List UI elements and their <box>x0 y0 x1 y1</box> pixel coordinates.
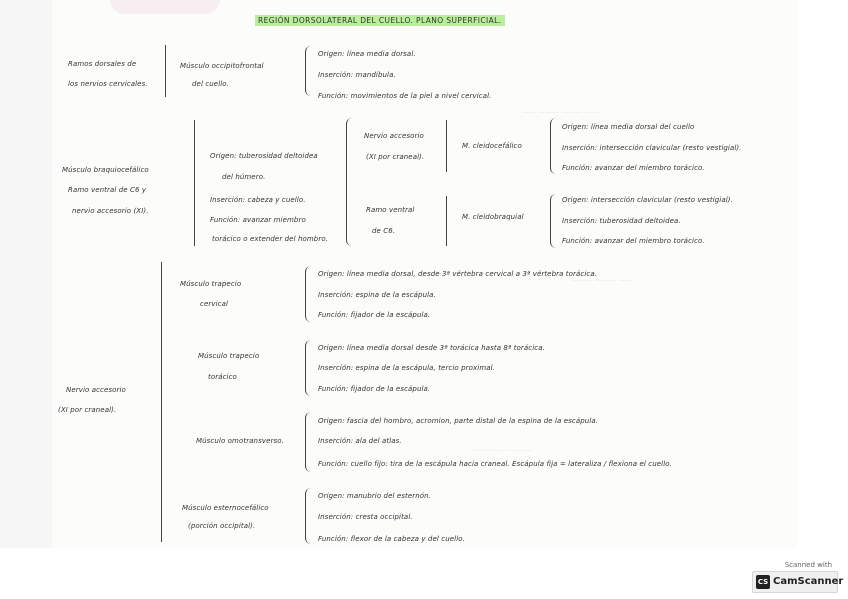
sec3-m2-line1: Músculo trapecio <box>198 352 260 360</box>
sec2-brace <box>346 118 353 246</box>
sec2-a-function: Función: avanzar del miembro torácico. <box>562 164 705 172</box>
sec1-divider <box>165 45 166 97</box>
camscanner-watermark <box>752 561 844 593</box>
sec3-m4-line2: (porción occipital). <box>188 522 256 530</box>
sec2-divider <box>194 120 195 246</box>
sec3-m1-line1: Músculo trapecio <box>180 280 242 288</box>
sec3-m1-line2: cervical <box>200 300 229 308</box>
sec3-m4-line1: Músculo esternocefálico <box>182 504 269 512</box>
sec3-m2-line2: torácico <box>208 373 237 381</box>
sec1-origin: Origen: línea media dorsal. <box>318 50 416 58</box>
camscanner-icon: CS <box>756 575 770 589</box>
sec1-muscle-line1: Músculo occipitofrontal <box>180 62 264 70</box>
sec1-brace <box>305 46 312 96</box>
sec3-m1-function: Función: fijador de la escápula. <box>318 311 431 319</box>
sec3-m3-origin: Origen: fascia del hombro, acromion, parte distal de la espina de la escápula. <box>318 417 599 425</box>
sec2-nerve-a-line2: (XI por craneal). <box>366 153 425 161</box>
bottom-margin <box>0 548 848 599</box>
sec2-nerve-b-line2: de C6. <box>372 227 396 235</box>
sec2-brace-a <box>550 118 557 174</box>
sec3-m3-function: Función: cuello fijo: tira de la escápula hacia craneal. Escápula fija = lateraliza / flexiona el cuello. <box>318 460 672 468</box>
sec2-left-line1: Músculo braquiocefálico <box>62 166 149 174</box>
sec3-m4-function: Función: flexor de la cabeza y del cuello. <box>318 535 465 543</box>
sec2-muscle-b: M. cleidobraquial <box>462 213 524 221</box>
sec2-nerve-a-line1: Nervio accesorio <box>364 132 424 140</box>
sec3-m4-insertion: Inserción: cresta occipital. <box>318 513 413 521</box>
sec2-origin-line2: del húmero. <box>222 173 266 181</box>
page-shadow <box>0 0 52 548</box>
sec3-m3-insertion: Inserción: ala del atlas. <box>318 437 402 445</box>
sec2-a-origin: Origen: línea media dorsal del cuello <box>562 123 695 131</box>
sec3-m3: Músculo omotransverso. <box>196 437 284 445</box>
sec2-b-origin: Origen: intersección clavicular (resto vestigial). <box>562 196 733 204</box>
page-title: REGIÓN DORSOLATERAL DEL CUELLO. PLANO SUPERFICIAL. <box>255 15 505 26</box>
sec2-nerve-b-line1: Ramo ventral <box>366 206 415 214</box>
sec1-function: Función: movimientos de la piel a nivel cervical. <box>318 92 492 100</box>
sec2-divider-a <box>446 120 447 172</box>
sec3-nerve-line1: Nervio accesorio <box>66 386 126 394</box>
sec2-b-function: Función: avanzar del miembro torácico. <box>562 237 705 245</box>
sec1-nerve-line2: los nervios cervicales. <box>68 80 148 88</box>
sec3-m2-origin: Origen: línea media dorsal desde 3ª torácica hasta 8ª torácica. <box>318 344 545 352</box>
pink-smudge <box>110 0 220 14</box>
sec3-m1-brace <box>305 266 312 322</box>
sec3-m2-insertion: Inserción: espina de la escápula, tercio proximal. <box>318 364 496 372</box>
sec2-muscle-a: M. cleidocefálico <box>462 142 522 150</box>
sec3-m3-brace <box>305 412 312 472</box>
sec3-m1-insertion: Inserción: espina de la escápula. <box>318 291 436 299</box>
sec3-m2-function: Función: fijador de la escápula. <box>318 385 431 393</box>
sec3-m1-origin: Origen: línea media dorsal, desde 3ª vértebra cervical a 3ª vértebra torácica. <box>318 270 598 278</box>
sec3-m4-origin: Origen: manubrio del esternón. <box>318 492 432 500</box>
sec2-a-insertion: Inserción: intersección clavicular (resto vestigial). <box>562 144 742 152</box>
sec1-nerve-line1: Ramos dorsales de <box>68 60 137 68</box>
sec2-brace-b <box>550 194 557 248</box>
sec2-function-line2: torácico o extender del hombro. <box>212 235 329 243</box>
sec2-insertion: Inserción: cabeza y cuello. <box>210 196 306 204</box>
sec3-nerve-line2: (XI por craneal). <box>58 406 117 414</box>
sec3-divider <box>161 262 162 542</box>
watermark-brand: CamScanner <box>773 576 844 587</box>
sec2-origin-line1: Origen: tuberosidad deltoidea <box>210 152 318 160</box>
sec1-insertion: Inserción: mandíbula. <box>318 71 396 79</box>
paper-sheet: —— ——— ——— —— ——— ——— —— —— ——— ——— <box>52 0 797 548</box>
camscanner-logo <box>752 571 844 593</box>
sec1-muscle-line2: del cuello. <box>192 80 230 88</box>
sec2-b-insertion: Inserción: tuberosidad deltoidea. <box>562 217 681 225</box>
watermark-caption: Scanned with <box>784 561 832 569</box>
sec2-function-line1: Función: avanzar miembro <box>210 216 306 224</box>
sec3-m2-brace <box>305 340 312 396</box>
sec3-m4-brace <box>305 488 312 544</box>
sec2-divider-b <box>446 196 447 246</box>
sec2-left-line2: Ramo ventral de C6 y <box>68 186 147 194</box>
sec2-left-line3: nervio accesorio (XI). <box>72 207 149 215</box>
